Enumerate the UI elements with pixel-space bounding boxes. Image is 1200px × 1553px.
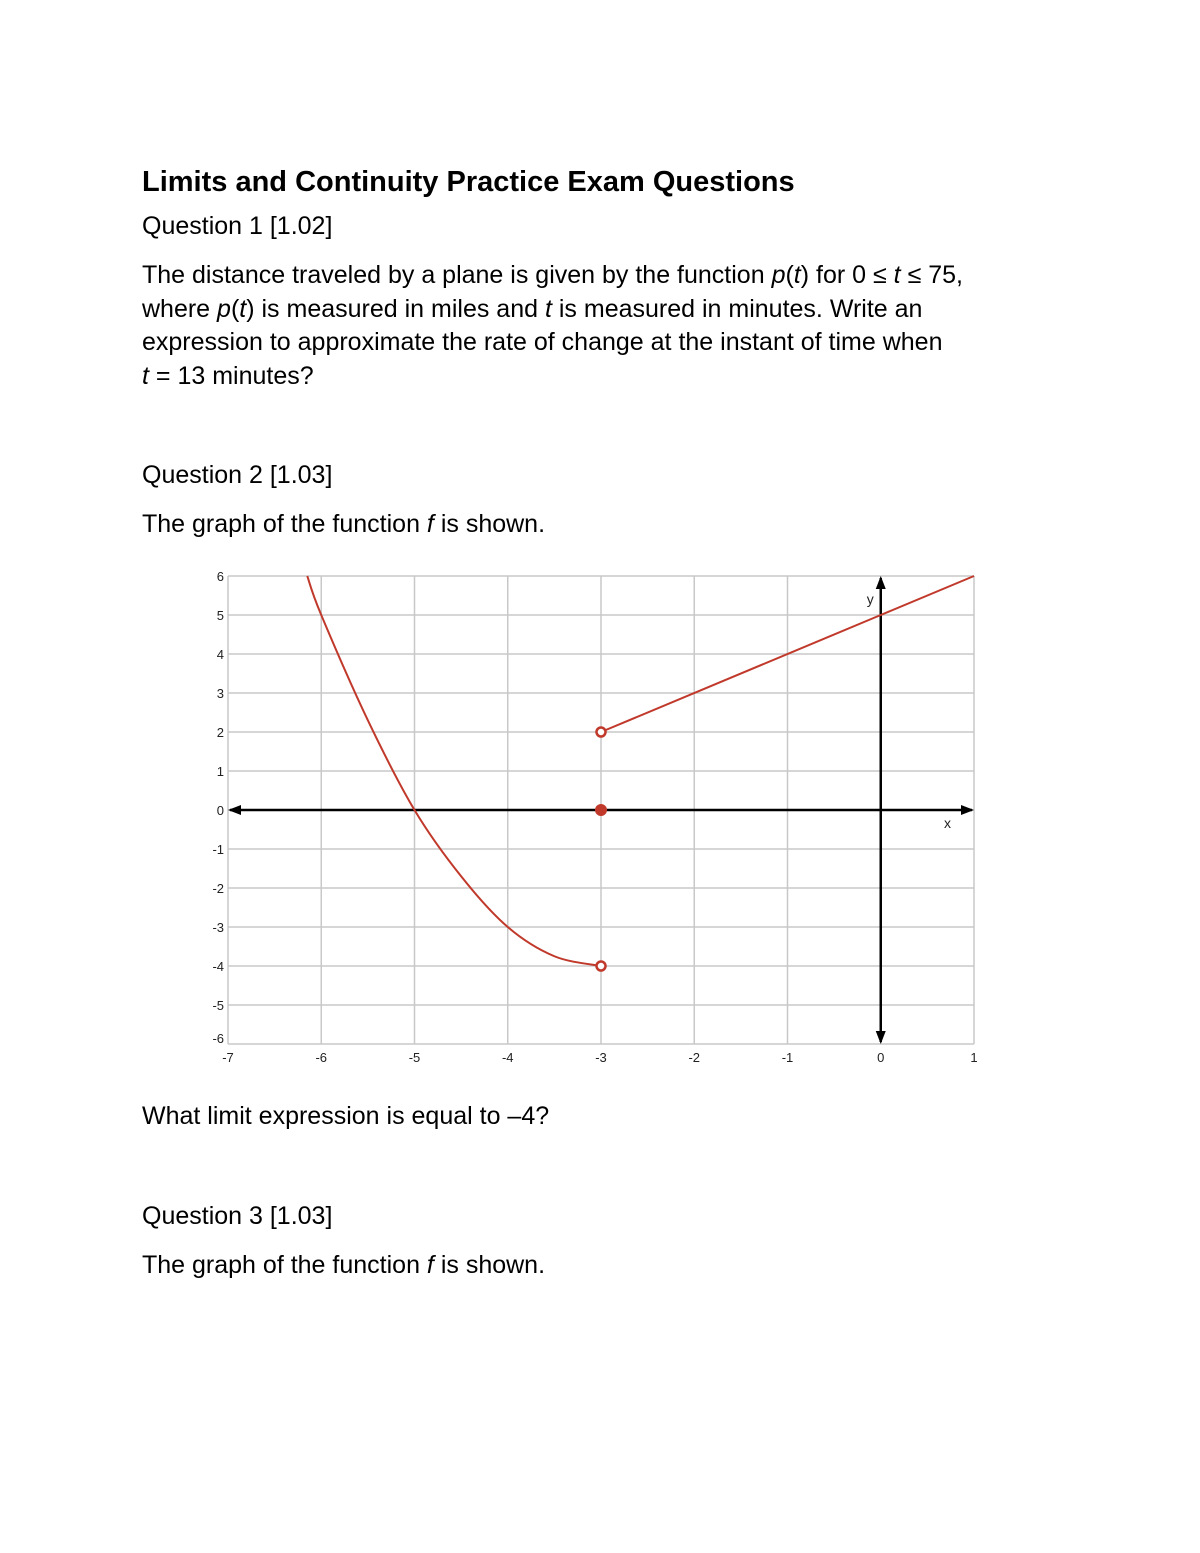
x-tick-label: 0 xyxy=(877,1050,885,1065)
function-graph-svg xyxy=(190,560,990,1070)
y-tick-label: -1 xyxy=(212,842,224,857)
question-2-heading: Question 2 [1.03] xyxy=(142,461,333,489)
document-title: Limits and Continuity Practice Exam Questions xyxy=(142,166,795,198)
question-3-intro: The graph of the function f is shown. xyxy=(142,1251,546,1279)
x-tick-label: -6 xyxy=(315,1050,328,1065)
question-1-line: t = 13 minutes? xyxy=(142,361,314,390)
x-axis-arrow-left xyxy=(228,805,241,815)
open-point-marker xyxy=(597,962,606,971)
y-tick-label: -3 xyxy=(212,920,224,935)
y-axis-label: y xyxy=(866,591,874,607)
x-tick-label: -7 xyxy=(222,1050,234,1065)
filled-point-marker xyxy=(596,805,607,816)
y-tick-label: 2 xyxy=(216,725,224,740)
open-point-marker xyxy=(597,728,606,737)
question-1-line: where p(t) is measured in miles and t is measured in minutes. Write an xyxy=(142,294,923,323)
x-tick-label: -4 xyxy=(501,1050,514,1065)
x-tick-label: -3 xyxy=(595,1050,607,1065)
x-axis-arrow-right xyxy=(961,805,974,815)
y-tick-label: 5 xyxy=(216,608,224,623)
y-tick-label: 1 xyxy=(216,764,224,779)
question-1-line: expression to approximate the rate of change at the instant of time when xyxy=(142,328,943,356)
y-tick-label: 3 xyxy=(216,686,224,701)
y-tick-label: -2 xyxy=(212,881,224,896)
question-2-intro: The graph of the function f is shown. xyxy=(142,510,546,538)
x-axis-label: x xyxy=(944,815,951,831)
y-tick-label: 0 xyxy=(216,803,224,818)
y-tick-label: 4 xyxy=(216,647,224,662)
function-graph xyxy=(190,560,990,1075)
x-tick-label: 1 xyxy=(970,1050,978,1065)
question-2-prompt: What limit expression is equal to –4? xyxy=(142,1102,550,1130)
y-axis-arrow-up xyxy=(876,576,886,589)
x-tick-label: -5 xyxy=(408,1050,421,1065)
y-tick-label: -4 xyxy=(212,959,224,974)
question-1-line: The distance traveled by a plane is given by the function p(t) for 0 ≤ t ≤ 75, xyxy=(142,261,963,289)
y-tick-label: 6 xyxy=(216,569,224,584)
y-tick-label: -6 xyxy=(212,1031,224,1046)
x-tick-label: -2 xyxy=(688,1050,701,1065)
y-tick-label: -5 xyxy=(212,998,224,1013)
y-axis-arrow-down xyxy=(876,1031,886,1044)
question-3-heading: Question 3 [1.03] xyxy=(142,1202,333,1230)
question-1-heading: Question 1 [1.02] xyxy=(142,212,333,240)
question-1-text xyxy=(142,259,1062,393)
x-tick-label: -1 xyxy=(781,1050,794,1065)
